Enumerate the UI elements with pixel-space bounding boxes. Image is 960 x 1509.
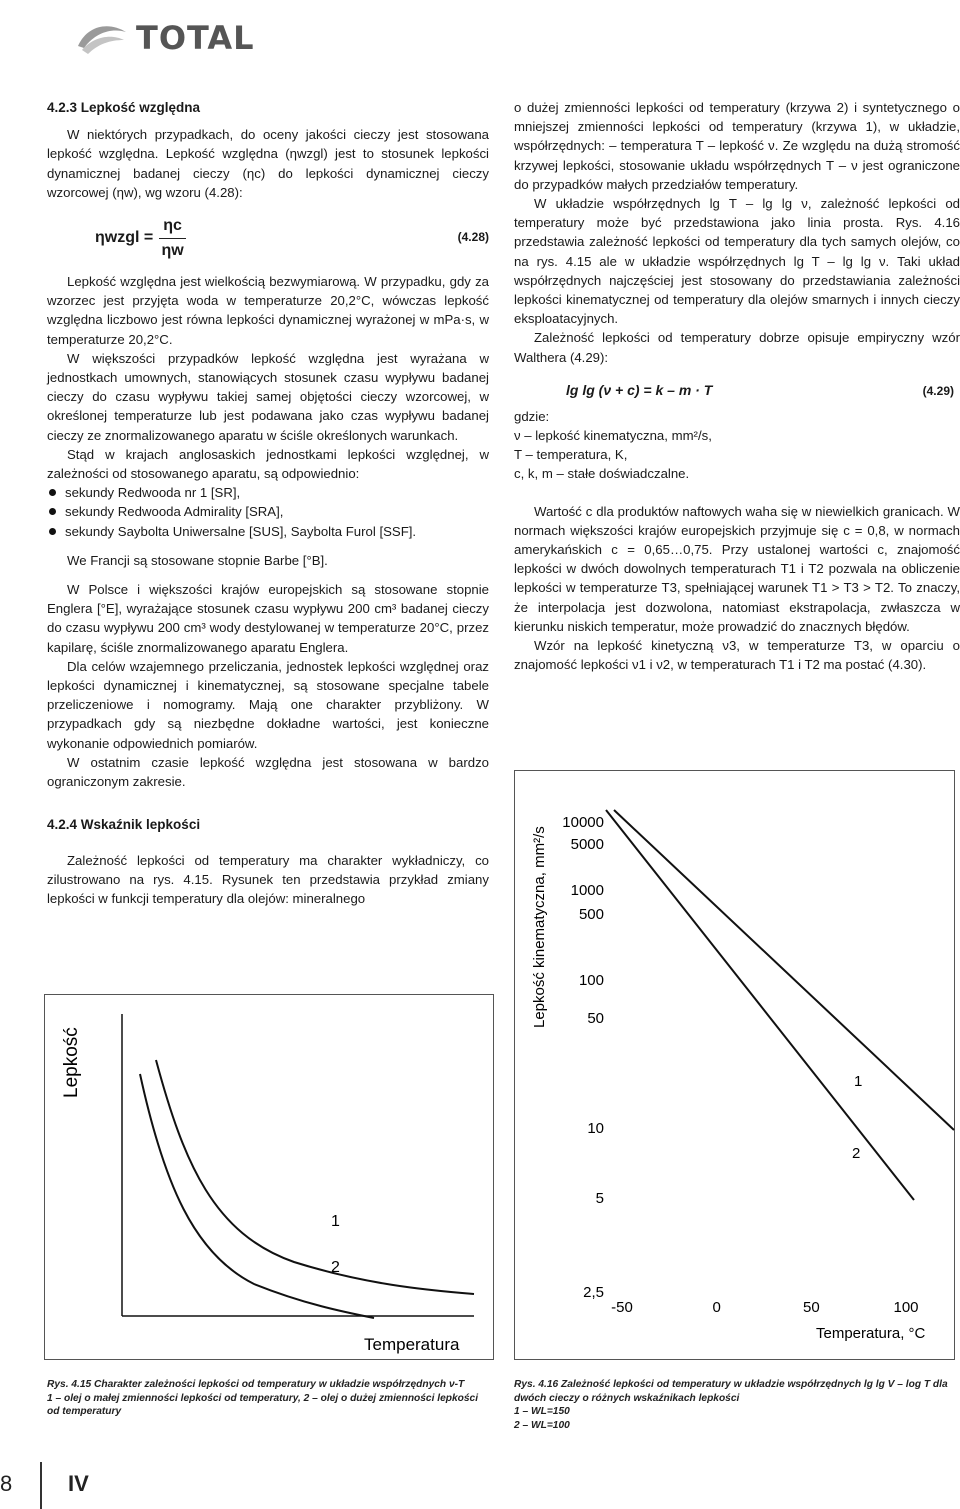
list-item: sekundy Saybolta Uniwersalne [SUS], Saybolta Furol [SSF]. (47, 522, 489, 541)
equation-fraction (159, 216, 186, 259)
curve-2-label: 2 (852, 1145, 861, 1162)
left-column (47, 98, 489, 908)
figure-4-15 (44, 994, 494, 1360)
y-tick-label: 1000 (570, 882, 604, 899)
x-tick-label: 50 (802, 1299, 820, 1316)
right-column (514, 98, 960, 674)
y-axis-label: Lepkość (61, 1027, 82, 1098)
caption-wl1: 1 – WL=150 (514, 1406, 570, 1417)
logo-text: TOTAL (136, 19, 255, 57)
x-tick-label: -50 (611, 1299, 633, 1316)
equation-4-28 (95, 214, 489, 262)
figure-4-16-caption (514, 1378, 954, 1432)
equation-number: (4.29) (922, 383, 954, 398)
figure-4-16 (514, 770, 960, 1360)
paragraph: o dużej zmienności lepkości od temperatury (krzywa 2) i syntetycznego o mniejszej zmienności lepkości od temperatury (krzywa 1), w układzie, współrzędnych: – temperatura T – lepkość ν. Ze względu na dużą stromość krzywej lepkości, stosowanie układu współrzędnych T – ν jest ograniczone do przypadków małych przedziałów temperatury. (514, 100, 960, 192)
paragraph: Lepkość względna jest wielkością bezwymiarową. W przypadku, gdy za wzorzec jest przyjęta woda w temperaturze 20,2°C, wówczas lepkość względna liczbowo jest równa lepkości dynamicznej wyrażonej w mPa·s, w temperaturze 20,2°C. (47, 274, 489, 347)
paragraph: Zależność lepkości od temperatury ma charakter wykładniczy, co zilustrowano na rys. 4.15. Rysunek ten przedstawia przykład zmiany lepkości w funkcji temperatury dla olejów: mineralnego (47, 852, 489, 906)
total-logo-icon (74, 18, 130, 58)
paragraph: Zależność lepkości od temperatury dobrze opisuje empiryczny wzór Walthera (4.29): (514, 330, 960, 365)
curve-2-label: 2 (331, 1259, 340, 1276)
y-tick-label: 10 (587, 1120, 604, 1137)
equation-denominator: ηw (161, 241, 184, 259)
paragraph: We Francji są stosowane stopnie Barbe [°B]. (67, 552, 328, 568)
equation-numerator: ηc (159, 216, 186, 238)
equation-number: (4.28) (457, 230, 489, 245)
equation-4-29 (514, 377, 960, 407)
list-item: sekundy Redwooda nr 1 [SR], (47, 483, 489, 502)
caption-wl2: 2 – WL=100 (514, 1419, 570, 1431)
section-heading-4-2-4: 4.2.4 Wskaźnik lepkości (47, 817, 201, 833)
x-axis-label: Temperatura (364, 1335, 460, 1354)
paragraph: W układzie współrzędnych lg T – lg lg ν, zależność lepkości od temperatury może być przedstawiona jako linia prosta. Rys. 4.16 przedstawia zależność lepkości od temperatury dla tych samych olejów, co na rys. 4.15 ale w układzie współrzędnych lg T – lg lg ν. Taki układ współrzędnych najczęściej jest stosowany do przedstawiania zależności lepkości kinematycznej od temperatury dla olejów smarnych i innych cieczy eksploatacyjnych. (514, 196, 960, 327)
list-item: sekundy Redwooda Admirality [SRA], (47, 502, 489, 521)
paragraph: Wzór na lepkość kinetyczną ν3, w temperaturze T3, w oparciu o znajomość lepkości ν1 i ν2, w temperaturach T1 i T2 ma postać (4.30). (514, 638, 960, 673)
caption-description: 1 – olej o małej zmienności lepkości od temperatury, 2 – olej o dużej zmienności lepkości od temperatury (47, 1392, 479, 1417)
chapter-number: IV (68, 1471, 89, 1496)
section-heading-4-2-3: 4.2.3 Lepkość względna (47, 100, 201, 115)
curve-1-label: 1 (331, 1213, 340, 1230)
y-tick-label: 100 (578, 972, 604, 989)
y-tick-label: 500 (578, 906, 604, 923)
definition: T – temperatura, K, (514, 447, 628, 463)
paragraph: W większości przypadków lepkość względna jest wyrażana w jednostkach umownych, stanowiących stosunek czasu wypływu badanej cieczy do czasu wypływu takiej samej objętości cieczy wzorcowej, w określonej temperaturze lub jest podawana jako czas wypływu badanej cieczy ze znormalizowanego aparatu w ściśle określonych warunkach. (47, 350, 489, 443)
paragraph: W Polsce i większości krajów europejskich są stosowane stopnie Englera [°E], wyrażające stosunek czasu wypływu 200 cm³ badanej cieczy do czasu wypływu 200 cm³ wody destylowanej w temperaturze 20°C, przez kapilarę, ściśle znormalizowanego aparatu Englera. (47, 582, 489, 655)
curve-1-label: 1 (854, 1073, 863, 1090)
paragraph: W ostatnim czasie lepkość względna jest stosowana w bardzo ograniczonym zakresie. (47, 754, 489, 790)
walther-equation: lg lg (ν + c) = k – m · T (566, 381, 713, 398)
paragraph: W niektórych przypadkach, do oceny jakości cieczy jest stosowana lepkość względna. Lepkość względna (ηwzgl) jest to stosunek lepkości dynamicznej badanej cieczy (ηc) do lepkości dynamicznej cieczy wzorcowej (ηw), wg wzoru (4.28): (47, 127, 489, 200)
x-tick-label: 0 (712, 1299, 721, 1316)
paragraph: Stąd w krajach anglosaskich jednostkami lepkości względnej, w zależności od stosowanego aparatu, są odpowiednio: (47, 446, 489, 482)
y-tick-label: 5000 (570, 836, 604, 853)
paragraph: Dla celów wzajemnego przeliczania, jednostek lepkości względnej oraz lepkości dynamicznej i kinematycznej, są stosowane specjalne tabele przeliczeniowe i nomogramy. Mają one charakter przybliżony. W przypadkach gdy są niezbędne dokładne wartości, jest konieczne wykonanie odpowiednich pomiarów. (47, 658, 489, 751)
caption-title: Rys. 4.15 Charakter zależności lepkości od temperatury w układzie współrzędnych ν-T (47, 1379, 465, 1390)
gdzie-label: gdzie: (514, 408, 550, 424)
x-tick-label: 100 (893, 1299, 919, 1316)
total-logo (74, 18, 255, 58)
definition: c, k, m – stałe doświadczalne. (514, 466, 690, 482)
figure-frame (515, 771, 955, 1360)
figure-4-15-caption (47, 1378, 487, 1419)
paragraph: Wartość c dla produktów naftowych waha się w niewielkich granicach. W normach większości krajów europejskich przyjmuje się c = 0,8, w normach amerykańskich c = 0,65…0,75. Przy ustalonej wartości c, znajomość lepkości w dwóch dowolnych temperaturach T1 i T2 pozwala na obliczenie lepkości w temperaturze T3, spełniającej warunek T1 > T3 > T2. To znaczy, że interpolacja jest dozwolona, natomiast ekstrapolacja, zwłaszcza w kierunku niskich temperatur, może prowadzić do znacznych błędów. (514, 503, 960, 634)
definition: ν – lepkość kinematyczna, mm²/s, (514, 428, 712, 444)
equation-lhs: ηwzgl = (95, 229, 154, 247)
y-tick-label: 2,5 (583, 1284, 604, 1301)
y-tick-label: 5 (595, 1190, 604, 1207)
y-axis-label: Lepkość kinematyczna, mm²/s (531, 826, 548, 1028)
page-number: 8 (0, 1471, 13, 1496)
figure-frame (45, 995, 494, 1360)
y-tick-label: 50 (587, 1010, 604, 1027)
apparatus-list (47, 483, 489, 541)
x-axis-label-visible: Temperatura, °C (816, 1325, 926, 1342)
y-tick-label: 10000 (562, 814, 604, 831)
caption-title: Rys. 4.16 Zależność lepkości od temperatury w układzie współrzędnych lg lg V – log T dla dwóch cieczy o różnych wskaźnikach lepkości (514, 1379, 948, 1404)
footer-divider (40, 1462, 42, 1509)
